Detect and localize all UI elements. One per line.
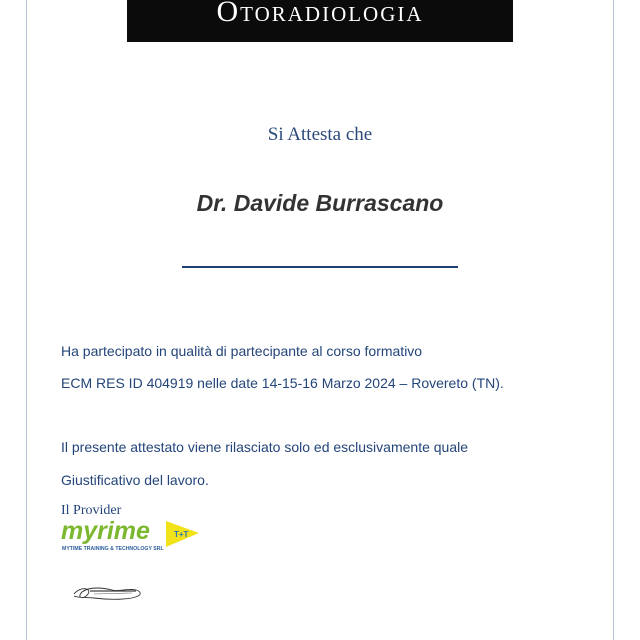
banner-title: Otoradiologia [216, 0, 424, 28]
provider-logo [60, 517, 205, 557]
page-border-right [613, 0, 614, 640]
release-statement-text: Il presente attestato viene rilasciato solo ed esclusivamente quale [61, 439, 469, 455]
course-details-text: ECM RES ID 404919 nelle date 14-15-16 Marzo 2024 – Rovereto (TN). [61, 375, 504, 391]
name-underline [182, 266, 458, 268]
provider-label: Il Provider [61, 503, 122, 518]
handwritten-signature [70, 580, 146, 604]
header-banner [127, 0, 513, 42]
participation-text: Ha partecipato in qualità di partecipante al corso formativo [61, 343, 423, 359]
recipient-name: Dr. Davide Burrascano [196, 190, 444, 216]
attestation-heading: Si Attesta che [267, 124, 373, 145]
logo-subtitle: MYTIME TRAINING & TECHNOLOGY SRL [62, 546, 164, 552]
logo-badge: T+T [174, 530, 189, 539]
logo-wordmark: myrime [61, 517, 150, 545]
justification-text: Giustificativo del lavoro. [61, 472, 209, 488]
page-border-left [26, 0, 27, 640]
